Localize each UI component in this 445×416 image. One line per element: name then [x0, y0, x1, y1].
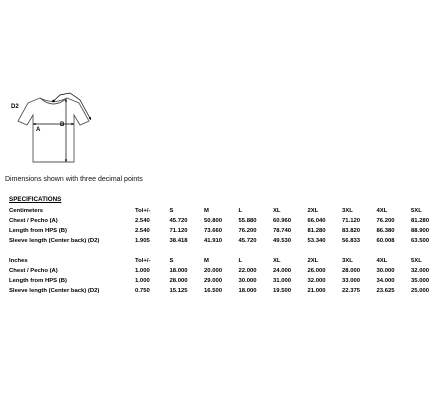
size-value: 30.000: [238, 278, 257, 284]
size-value: 29.000: [204, 278, 223, 284]
tshirt-measurement-diagram: [10, 88, 100, 170]
size-header: 2XL: [307, 258, 319, 264]
size-value: 35.000: [411, 278, 430, 284]
size-header: 2XL: [307, 208, 319, 214]
size-header: XL: [273, 208, 281, 214]
size-value: 86.380: [376, 228, 395, 234]
label-a: A: [36, 127, 41, 133]
measurement-row: [8, 236, 445, 246]
size-value: 76.200: [238, 228, 257, 234]
size-header: 5XL: [411, 258, 422, 264]
size-value: 16.500: [204, 288, 223, 294]
size-value: 18.000: [238, 288, 257, 294]
tshirt-outline: [18, 98, 89, 162]
tolerance-value: 1.000: [135, 278, 150, 284]
size-value: 81.280: [307, 228, 326, 234]
tolerance-value: 2.540: [135, 228, 150, 234]
d2-start-dot: [52, 100, 55, 103]
tolerance-value: 1.905: [135, 238, 150, 244]
d2-measure-line: [54, 93, 92, 120]
tolerance-value: 2.540: [135, 218, 150, 224]
measurement-row: [8, 226, 445, 236]
size-value: 32.000: [411, 268, 430, 274]
size-value: 45.720: [169, 218, 188, 224]
size-value: 81.280: [411, 218, 430, 224]
measurement-row: [8, 266, 445, 276]
size-value: 71.120: [342, 218, 361, 224]
section-unit: Inches: [9, 258, 28, 264]
size-value: 18.000: [169, 268, 188, 274]
size-value: 32.000: [307, 278, 326, 284]
size-header: 4XL: [376, 208, 388, 214]
size-value: 66.040: [307, 218, 326, 224]
measurement-row: [8, 286, 445, 296]
specifications-table: [8, 206, 445, 296]
size-value: 53.340: [307, 238, 326, 244]
measurement-label: Sleeve length (Center back) (D2): [9, 238, 100, 244]
size-value: 21.000: [307, 288, 326, 294]
measurement-label: Sleeve length (Center back) (D2): [9, 288, 100, 294]
size-value: 28.000: [342, 268, 361, 274]
size-value: 22.375: [342, 288, 361, 294]
size-value: 60.960: [273, 218, 292, 224]
size-value: 19.500: [273, 288, 292, 294]
size-value: 83.820: [342, 228, 361, 234]
tolerance-value: 1.000: [135, 268, 150, 274]
size-value: 24.000: [273, 268, 292, 274]
size-value: 20.000: [204, 268, 223, 274]
size-value: 33.000: [342, 278, 361, 284]
measurement-label: Chest / Pecho (A): [9, 268, 58, 274]
specifications-heading: SPECIFICATIONS: [9, 196, 62, 203]
size-header: 5XL: [411, 208, 422, 214]
size-header: S: [169, 208, 174, 214]
measurement-label: Length from HPS (B): [9, 278, 67, 284]
measurement-row: [8, 276, 445, 286]
label-d2: D2: [11, 104, 19, 110]
size-value: 15.125: [169, 288, 188, 294]
size-header: 3XL: [342, 258, 353, 264]
size-header: XL: [273, 258, 281, 264]
measurement-row: [8, 216, 445, 226]
size-value: 34.000: [376, 278, 395, 284]
size-value: 73.660: [204, 228, 223, 234]
size-value: 55.880: [238, 218, 257, 224]
size-value: 76.200: [376, 218, 395, 224]
size-value: 50.800: [204, 218, 223, 224]
size-header: S: [169, 258, 174, 264]
size-value: 45.720: [238, 238, 257, 244]
size-value: 31.000: [273, 278, 292, 284]
size-value: 60.008: [376, 238, 395, 244]
size-value: 41.910: [204, 238, 223, 244]
dimensions-note: Dimensions shown with three decimal points: [5, 176, 143, 183]
label-b: B: [60, 122, 65, 128]
size-value: 28.000: [169, 278, 188, 284]
size-value: 63.500: [411, 238, 430, 244]
tolerance-value: 0.750: [135, 288, 150, 294]
section-header-row: [8, 206, 445, 216]
section-header-row: [8, 256, 445, 266]
tol-header: Tol+/-: [135, 208, 151, 214]
size-header: L: [238, 208, 243, 214]
size-value: 71.120: [169, 228, 188, 234]
size-value: 38.418: [169, 238, 188, 244]
size-value: 88.900: [411, 228, 430, 234]
size-value: 26.000: [307, 268, 326, 274]
size-value: 30.000: [376, 268, 395, 274]
size-header: 3XL: [342, 208, 353, 214]
section-spacer: [8, 246, 445, 256]
size-header: M: [204, 208, 209, 214]
size-header: 4XL: [376, 258, 388, 264]
size-value: 22.000: [238, 268, 257, 274]
measurement-label: Length from HPS (B): [9, 228, 67, 234]
size-header: M: [204, 258, 209, 264]
size-value: 49.530: [273, 238, 292, 244]
measurement-label: Chest / Pecho (A): [9, 218, 58, 224]
size-header: L: [238, 258, 243, 264]
size-value: 23.625: [376, 288, 395, 294]
tol-header: Tol+/-: [135, 258, 151, 264]
size-value: 78.740: [273, 228, 292, 234]
size-value: 56.833: [342, 238, 361, 244]
size-value: 25.000: [411, 288, 430, 294]
section-unit: Centimeters: [9, 208, 44, 214]
